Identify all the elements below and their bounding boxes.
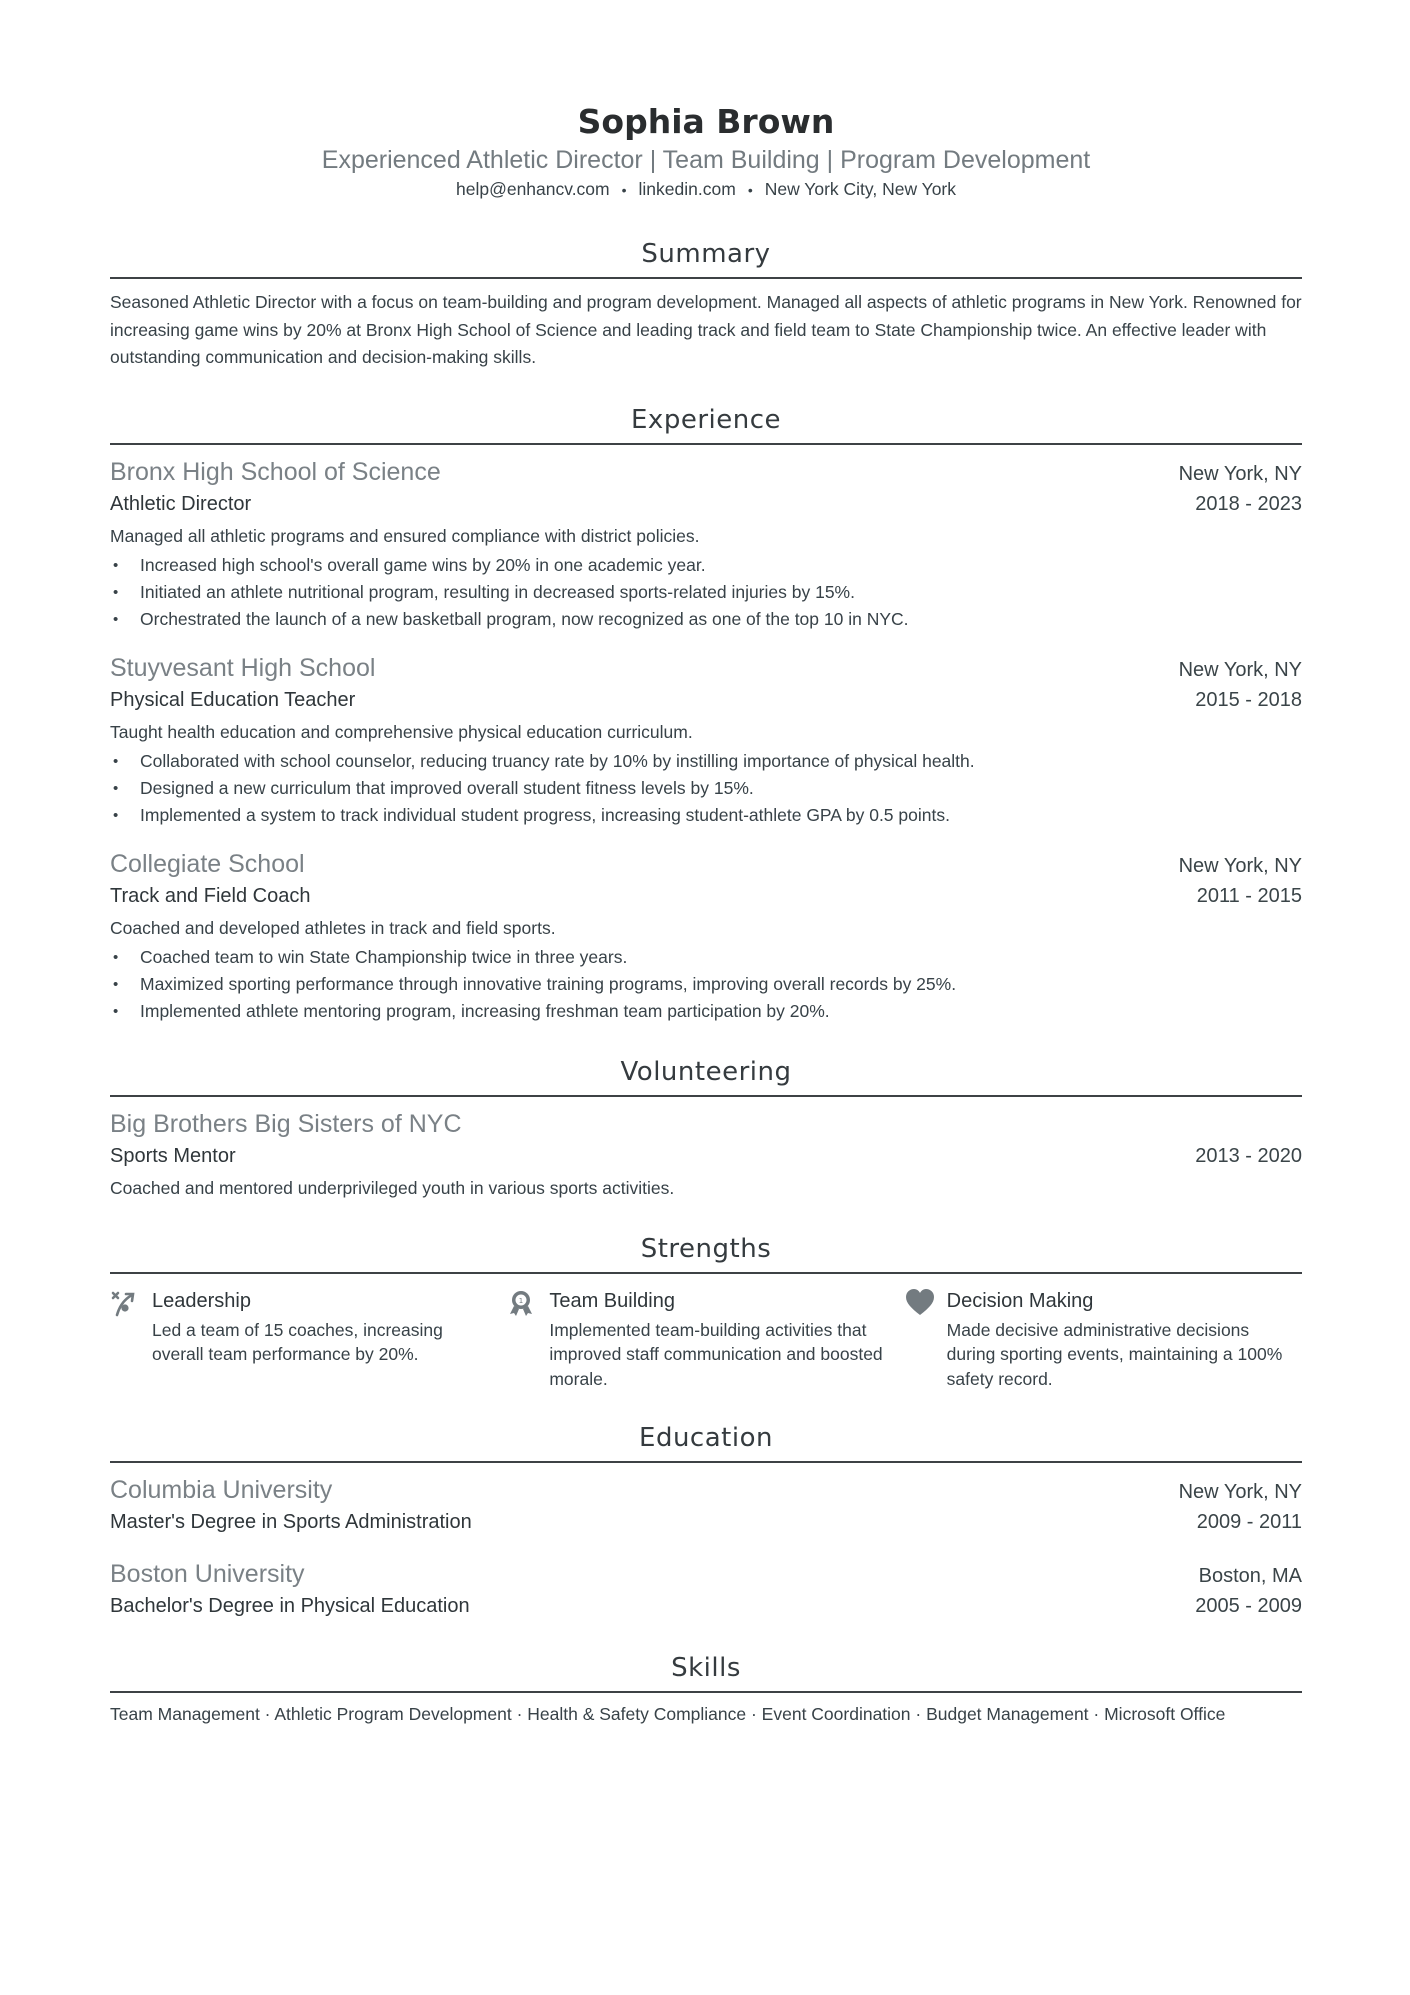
linkedin-link[interactable]: linkedin.com bbox=[638, 179, 736, 199]
section-divider bbox=[110, 443, 1302, 445]
job-location: New York, NY bbox=[1178, 854, 1302, 877]
school-name: Boston University bbox=[110, 1560, 305, 1588]
section-divider bbox=[110, 1272, 1302, 1274]
achievement-list bbox=[110, 748, 1302, 829]
achievement-item: • Coached team to win State Championship twice in three years. bbox=[110, 944, 1302, 971]
section-divider bbox=[110, 1691, 1302, 1693]
volunteer-dates: 2013 - 2020 bbox=[1195, 1144, 1302, 1167]
skills-list: Team Management · Athletic Program Development · Health & Safety Compliance · Event Coordination · Budget Management · Microsoft Office bbox=[110, 1704, 1226, 1724]
section-title-experience: Experience bbox=[631, 404, 781, 435]
achievement-item: • Initiated an athlete nutritional program, resulting in decreased sports-related injuries by 15%. bbox=[110, 579, 1302, 606]
employer-name: Bronx High School of Science bbox=[110, 457, 441, 486]
job-description: Coached and developed athletes in track and field sports. bbox=[110, 917, 556, 938]
job-location: New York, NY bbox=[1178, 462, 1302, 485]
education-section bbox=[110, 1421, 1302, 1621]
strategy-play-icon bbox=[110, 1286, 152, 1392]
resume-header bbox=[110, 0, 1302, 201]
school-name: Columbia University bbox=[110, 1476, 333, 1504]
job-title: Physical Education Teacher bbox=[110, 688, 356, 711]
strength-item bbox=[110, 1286, 507, 1392]
section-divider bbox=[110, 1095, 1302, 1097]
education-entry bbox=[110, 1557, 1302, 1621]
school-location: New York, NY bbox=[1178, 1481, 1302, 1503]
skills-section bbox=[110, 1651, 1302, 1727]
section-title-education: Education bbox=[639, 1423, 773, 1453]
location-text: New York City, New York bbox=[764, 179, 957, 199]
degree: Master's Degree in Sports Administration bbox=[110, 1511, 472, 1533]
achievement-item: • Maximized sporting performance through innovative training programs, improving overall records by 25%. bbox=[110, 971, 1302, 998]
experience-entry bbox=[110, 455, 1302, 633]
heart-icon bbox=[905, 1286, 947, 1392]
job-title: Track and Field Coach bbox=[110, 884, 311, 907]
achievement-item: • Implemented athlete mentoring program, increasing freshman team participation by 20%. bbox=[110, 998, 1302, 1025]
achievement-item: • Orchestrated the launch of a new basketball program, now recognized as one of the top 10 in NYC. bbox=[110, 606, 1302, 633]
organization-name: Big Brothers Big Sisters of NYC bbox=[110, 1109, 462, 1138]
experience-entry bbox=[110, 651, 1302, 829]
contact-line bbox=[110, 178, 1302, 201]
section-title-summary: Summary bbox=[641, 239, 771, 269]
strengths-grid bbox=[110, 1286, 1302, 1392]
job-dates: 2018 - 2023 bbox=[1195, 492, 1302, 515]
job-description: Taught health education and comprehensive physical education curriculum. bbox=[110, 721, 693, 742]
section-divider bbox=[110, 1461, 1302, 1463]
candidate-headline: Experienced Athletic Director | Team Building | Program Development bbox=[321, 146, 1091, 174]
volunteer-role: Sports Mentor bbox=[110, 1144, 236, 1167]
achievement-list bbox=[110, 944, 1302, 1025]
achievement-item: • Collaborated with school counselor, reducing truancy rate by 10% by instilling importance of physical health. bbox=[110, 748, 1302, 775]
job-description: Managed all athletic programs and ensured compliance with district policies. bbox=[110, 525, 700, 546]
bullet-separator: • bbox=[621, 182, 627, 198]
education-dates: 2005 - 2009 bbox=[1195, 1595, 1302, 1617]
employer-name: Stuyvesant High School bbox=[110, 653, 376, 682]
strength-description: Implemented team-building activities that improved staff communication and boosted morale. bbox=[549, 1319, 883, 1389]
section-divider bbox=[110, 277, 1302, 279]
job-location: New York, NY bbox=[1178, 658, 1302, 681]
employer-name: Collegiate School bbox=[110, 849, 305, 878]
section-title-volunteering: Volunteering bbox=[620, 1056, 792, 1087]
strength-description: Led a team of 15 coaches, increasing overall team performance by 20%. bbox=[152, 1319, 443, 1364]
summary-section bbox=[110, 237, 1302, 372]
candidate-name: Sophia Brown bbox=[577, 102, 835, 141]
volunteer-description: Coached and mentored underprivileged youth in various sports activities. bbox=[110, 1177, 675, 1198]
strength-title: Team Building bbox=[549, 1289, 675, 1312]
achievement-item: • Implemented a system to track individual student progress, increasing student-athlete GPA by 0.5 points. bbox=[110, 802, 1302, 829]
section-title-strengths: Strengths bbox=[640, 1233, 772, 1264]
summary-text: Seasoned Athletic Director with a focus on team-building and program development. Managed all aspects of athletic programs in New York. Renowned for increasing game wins by 20% at Bronx High School of Science and leading track and field team to State Championship twice. An effective leader with outstanding communication and decision-making skills. bbox=[110, 292, 1302, 367]
achievement-list bbox=[110, 552, 1302, 633]
section-title-skills: Skills bbox=[671, 1653, 741, 1683]
job-title: Athletic Director bbox=[110, 492, 252, 515]
job-dates: 2015 - 2018 bbox=[1195, 688, 1302, 711]
strength-item bbox=[905, 1286, 1302, 1392]
bullet-separator: • bbox=[747, 182, 753, 198]
volunteer-entry bbox=[110, 1107, 1302, 1202]
strengths-section bbox=[110, 1232, 1302, 1392]
education-entry bbox=[110, 1473, 1302, 1537]
achievement-item: • Designed a new curriculum that improved overall student fitness levels by 15%. bbox=[110, 775, 1302, 802]
job-dates: 2011 - 2015 bbox=[1196, 884, 1302, 907]
experience-entry bbox=[110, 847, 1302, 1025]
strength-title: Leadership bbox=[152, 1289, 251, 1312]
school-location: Boston, MA bbox=[1198, 1565, 1302, 1587]
experience-section bbox=[110, 403, 1302, 1025]
strength-title: Decision Making bbox=[946, 1289, 1094, 1312]
degree: Bachelor's Degree in Physical Education bbox=[110, 1595, 470, 1617]
education-dates: 2009 - 2011 bbox=[1196, 1511, 1302, 1533]
achievement-item: • Increased high school's overall game wins by 20% in one academic year. bbox=[110, 552, 1302, 579]
award-ribbon-icon bbox=[507, 1286, 549, 1392]
strength-item bbox=[507, 1286, 904, 1392]
volunteering-section bbox=[110, 1055, 1302, 1202]
strength-description: Made decisive administrative decisions during sporting events, maintaining a 100% safety record. bbox=[946, 1319, 1283, 1389]
svg-text:1: 1 bbox=[519, 1296, 524, 1305]
email-link[interactable]: help@enhancv.com bbox=[455, 179, 610, 199]
